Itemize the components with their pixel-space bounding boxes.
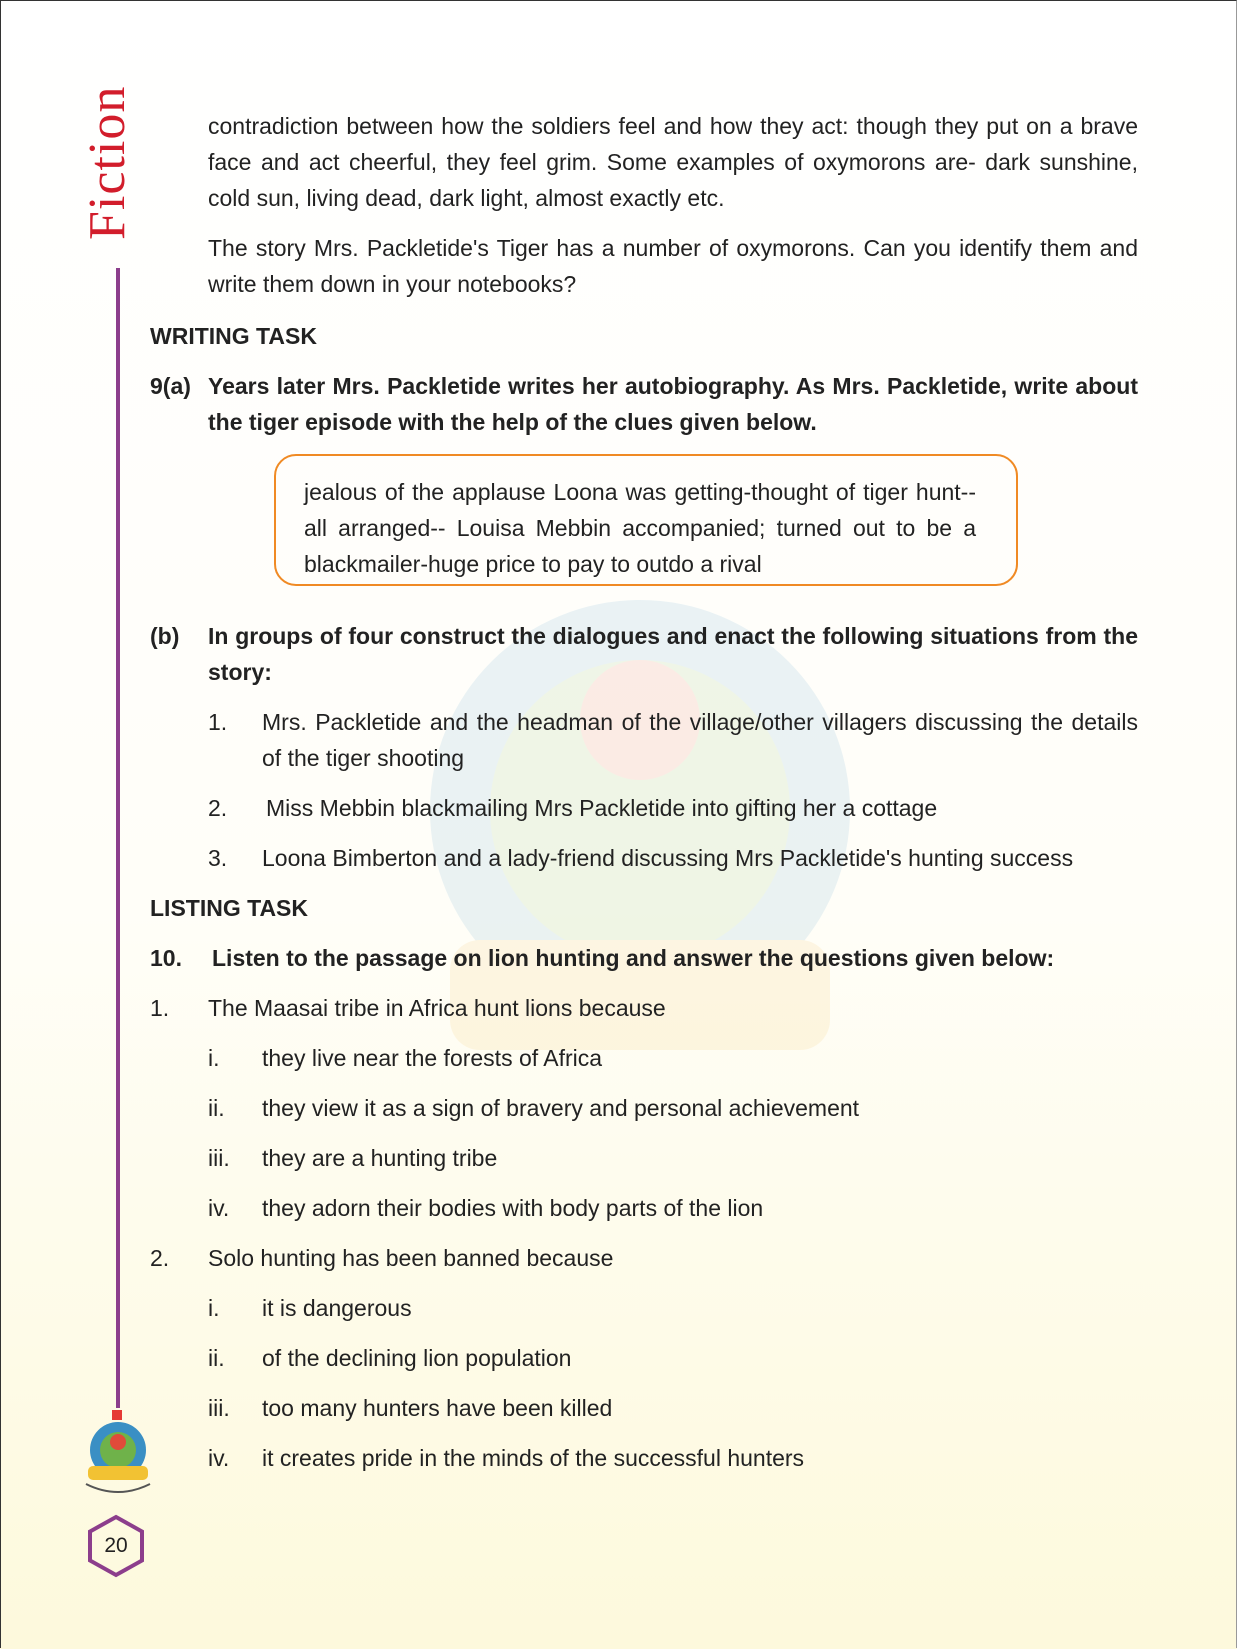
option-text: of the declining lion population	[262, 1345, 572, 1371]
situation-text: Miss Mebbin blackmailing Mrs Packletide into gifting her a cottage	[266, 795, 938, 821]
option-number: iii.	[208, 1145, 230, 1171]
clue-text: jealous of the applause Loona was getting-thought of tiger hunt--all arranged-- Louisa Mebbin accompanied; turned out to be a blackmailer-huge price to pay to outdo a rival	[304, 479, 976, 577]
intro-paragraph-1: contradiction between how the soldiers feel and how they act: though they put on a brave face and act cheerful, they feel grim. Some examples of oxymorons are- dark sunshine, cold sun, living dead, dark light, almost exactly etc.	[208, 113, 1138, 211]
option-number: i.	[208, 1045, 220, 1071]
option-text: they adorn their bodies with body parts of the lion	[262, 1195, 764, 1221]
mascot-logo-icon	[82, 1410, 154, 1498]
question-9a-number: 9(a)	[150, 373, 191, 399]
option-number: i.	[208, 1295, 220, 1321]
option-text: they live near the forests of Africa	[262, 1045, 603, 1071]
page-number: 20	[104, 1534, 128, 1557]
option-number: ii.	[208, 1345, 225, 1371]
side-divider-line	[116, 268, 120, 1408]
situation-number: 2.	[208, 795, 228, 821]
intro-paragraph-2: The story Mrs. Packletide's Tiger has a number of oxymorons. Can you identify them and write them down in your notebooks?	[208, 235, 1138, 297]
option-number: iv.	[208, 1445, 230, 1471]
option-number: iii.	[208, 1395, 230, 1421]
writing-task-heading: WRITING TASK	[150, 323, 317, 349]
option-text: they are a hunting tribe	[262, 1145, 498, 1171]
situation-text: Loona Bimberton and a lady-friend discussing Mrs Packletide's hunting success	[262, 845, 1074, 871]
question-9b-number: (b)	[150, 623, 180, 649]
question-10-number: 10.	[150, 945, 182, 971]
question-9a-text: Years later Mrs. Packletide writes her autobiography. As Mrs. Packletide, write about the tiger episode with the help of the clues given below.	[208, 373, 1138, 435]
listing-question-number: 2.	[150, 1245, 170, 1271]
option-text: they view it as a sign of bravery and personal achievement	[262, 1095, 860, 1121]
situation-number: 3.	[208, 845, 228, 871]
clue-box	[274, 454, 1018, 586]
option-text: it is dangerous	[262, 1295, 412, 1321]
listing-task-heading: LISTING TASK	[150, 895, 309, 921]
question-9b-text: In groups of four construct the dialogues and enact the following situations from the story:	[208, 623, 1138, 685]
question-10-text: Listen to the passage on lion hunting and answer the questions given below:	[212, 945, 1055, 971]
listing-question-text: Solo hunting has been banned because	[208, 1245, 614, 1271]
situation-text: Mrs. Packletide and the headman of the village/other villagers discussing the details of the tiger shooting	[262, 709, 1138, 771]
option-text: too many hunters have been killed	[262, 1395, 613, 1421]
option-number: iv.	[208, 1195, 230, 1221]
listing-question-number: 1.	[150, 995, 170, 1021]
page-number-badge	[84, 1514, 148, 1578]
listing-question-text: The Maasai tribe in Africa hunt lions because	[208, 995, 666, 1021]
situation-number: 1.	[208, 709, 228, 735]
option-number: ii.	[208, 1095, 225, 1121]
section-title-vertical: Fiction	[79, 85, 136, 240]
option-text: it creates pride in the minds of the successful hunters	[262, 1445, 805, 1471]
